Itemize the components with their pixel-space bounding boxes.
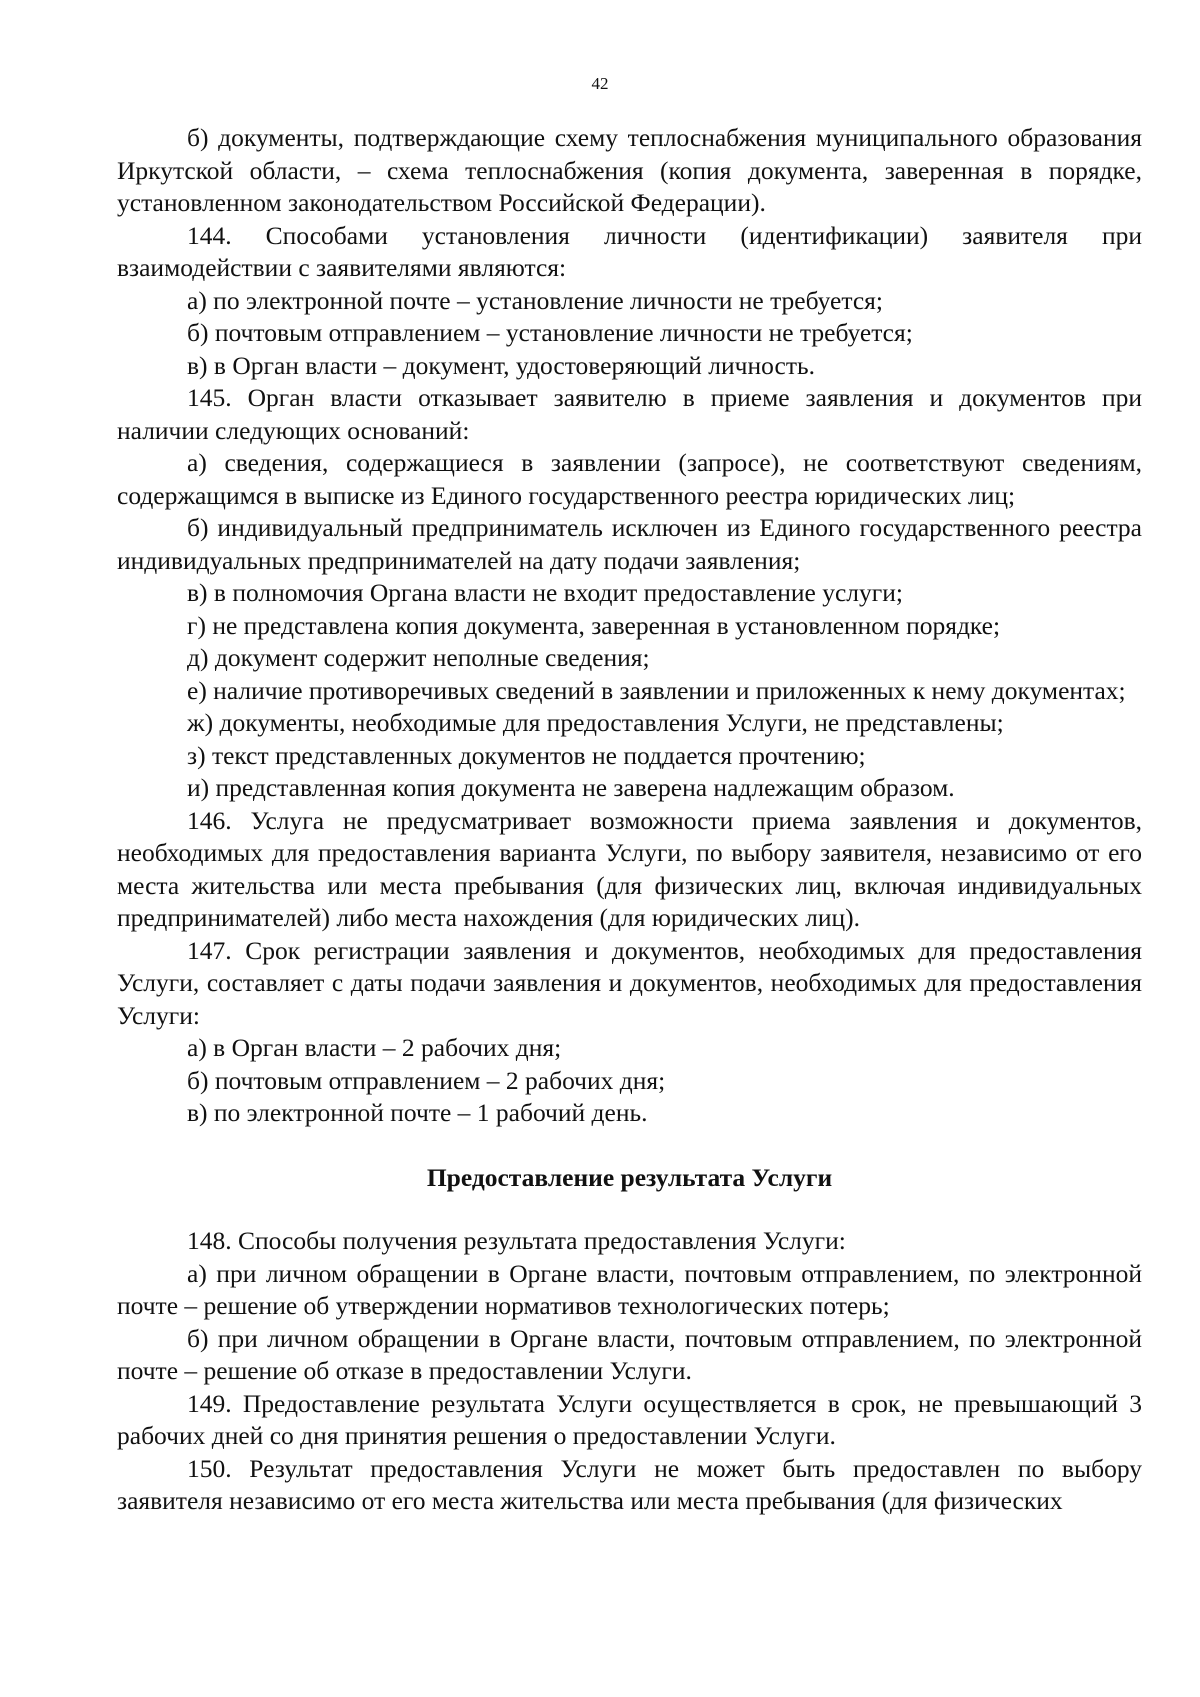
list-item: б) почтовым отправлением – 2 рабочих дня;: [187, 1065, 666, 1095]
list-item: д) документ содержит неполные сведения;: [187, 643, 650, 672]
list-item: е) наличие противоречивых сведений в заявлении и приложенных к нему документах;: [187, 675, 1126, 705]
list-item: в) в полномочия Органа власти не входит предоставление услуги;: [187, 578, 903, 607]
list-item: а) в Орган власти – 2 рабочих дня;: [187, 1033, 562, 1062]
list-item: б) при личном обращении в Органе власти, почтовым отправлением, по электронной почте – решение об отказе в предоставлении Услуги.: [117, 1323, 1142, 1385]
paragraph: 149. Предоставление результата Услуги осуществляется в срок, не превышающий 3 рабочих дней со дня принятия решения о предоставлении Услуги.: [117, 1388, 1142, 1450]
paragraph: б) документы, подтверждающие схему теплоснабжения муниципального образования Иркутской области, – схема теплоснабжения (копия документа, заверенная в порядке, установленном законодательством Российской Федерации).: [117, 123, 1142, 217]
paragraph: 150. Результат предоставления Услуги не может быть предоставлен по выбору заявителя независимо от его места жительства или места пребывания (для физических: [117, 1453, 1142, 1515]
list-item: в) в Орган власти – документ, удостоверяющий личность.: [187, 350, 815, 380]
list-item: б) почтовым отправлением – установление личности не требуется;: [187, 318, 913, 347]
list-item: а) при личном обращении в Органе власти, почтовым отправлением, по электронной почте – решение об утверждении нормативов технологических потерь;: [117, 1258, 1142, 1320]
list-item: и) представленная копия документа не заверена надлежащим образом.: [187, 773, 955, 802]
list-item: а) сведения, содержащиеся в заявлении (запросе), не соответствуют сведениям, содержащимся в выписке из Единого государственного реестра юридических лиц;: [117, 448, 1142, 510]
list-item: ж) документы, необходимые для предоставления Услуги, не представлены;: [187, 708, 1004, 737]
list-item: а) по электронной почте – установление личности не требуется;: [187, 285, 883, 315]
paragraph: 144. Способами установления личности (идентификации) заявителя при взаимодействии с заявителями являются:: [117, 220, 1142, 282]
list-item: б) индивидуальный предприниматель исключен из Единого государственного реестра индивидуальных предпринимателей на дату подачи заявления;: [117, 513, 1142, 575]
list-item: з) текст представленных документов не поддается прочтению;: [187, 740, 866, 770]
document-body: [117, 122, 1142, 1518]
page-number: 42: [591, 74, 609, 93]
list-item: в) по электронной почте – 1 рабочий день.: [187, 1098, 648, 1127]
list-item: г) не представлена копия документа, заверенная в установленном порядке;: [187, 610, 1001, 640]
paragraph: 147. Срок регистрации заявления и документов, необходимых для предоставления Услуги, составляет с даты подачи заявления и документов, необходимых для предоставления Услуги:: [117, 935, 1142, 1030]
paragraph: 148. Способы получения результата предоставления Услуги:: [187, 1226, 846, 1255]
paragraph: 146. Услуга не предусматривает возможности приема заявления и документов, необходимых для предоставления варианта Услуги, по выбору заявителя, независимо от его места жительства или места пребывания (для физических лиц, включая индивидуальных предпринимателей) либо места нахождения (для юридических лиц).: [117, 805, 1142, 932]
section-heading: Предоставление результата Услуги: [426, 1162, 833, 1192]
paragraph: 145. Орган власти отказывает заявителю в приеме заявления и документов при наличии следующих оснований:: [117, 383, 1142, 445]
